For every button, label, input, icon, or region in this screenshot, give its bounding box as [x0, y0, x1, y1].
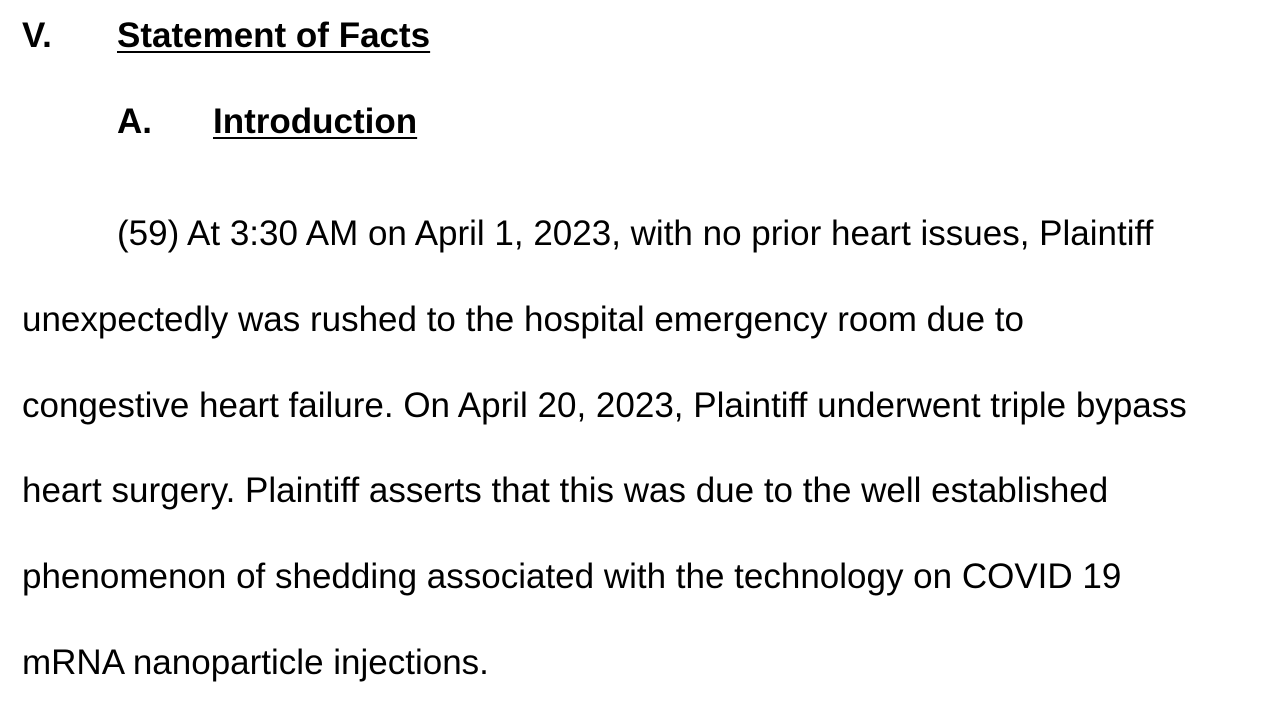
paragraph-line: heart surgery. Plaintiff asserts that this was due to the well established: [22, 471, 1109, 510]
subsection-title: Introduction: [213, 102, 418, 141]
paragraph-line: unexpectedly was rushed to the hospital emergency room due to: [22, 300, 1024, 339]
section-number: V.: [22, 16, 52, 55]
subsection-letter: A.: [117, 102, 152, 141]
paragraph-line: phenomenon of shedding associated with the technology on COVID 19: [22, 557, 1122, 596]
paragraph-line: congestive heart failure. On April 20, 2023, Plaintiff underwent triple bypass: [22, 386, 1187, 425]
section-title: Statement of Facts: [117, 16, 431, 55]
paragraph-line: mRNA nanoparticle injections.: [22, 643, 489, 682]
paragraph-line: (59) At 3:30 AM on April 1, 2023, with no prior heart issues, Plaintiff: [117, 214, 1154, 253]
